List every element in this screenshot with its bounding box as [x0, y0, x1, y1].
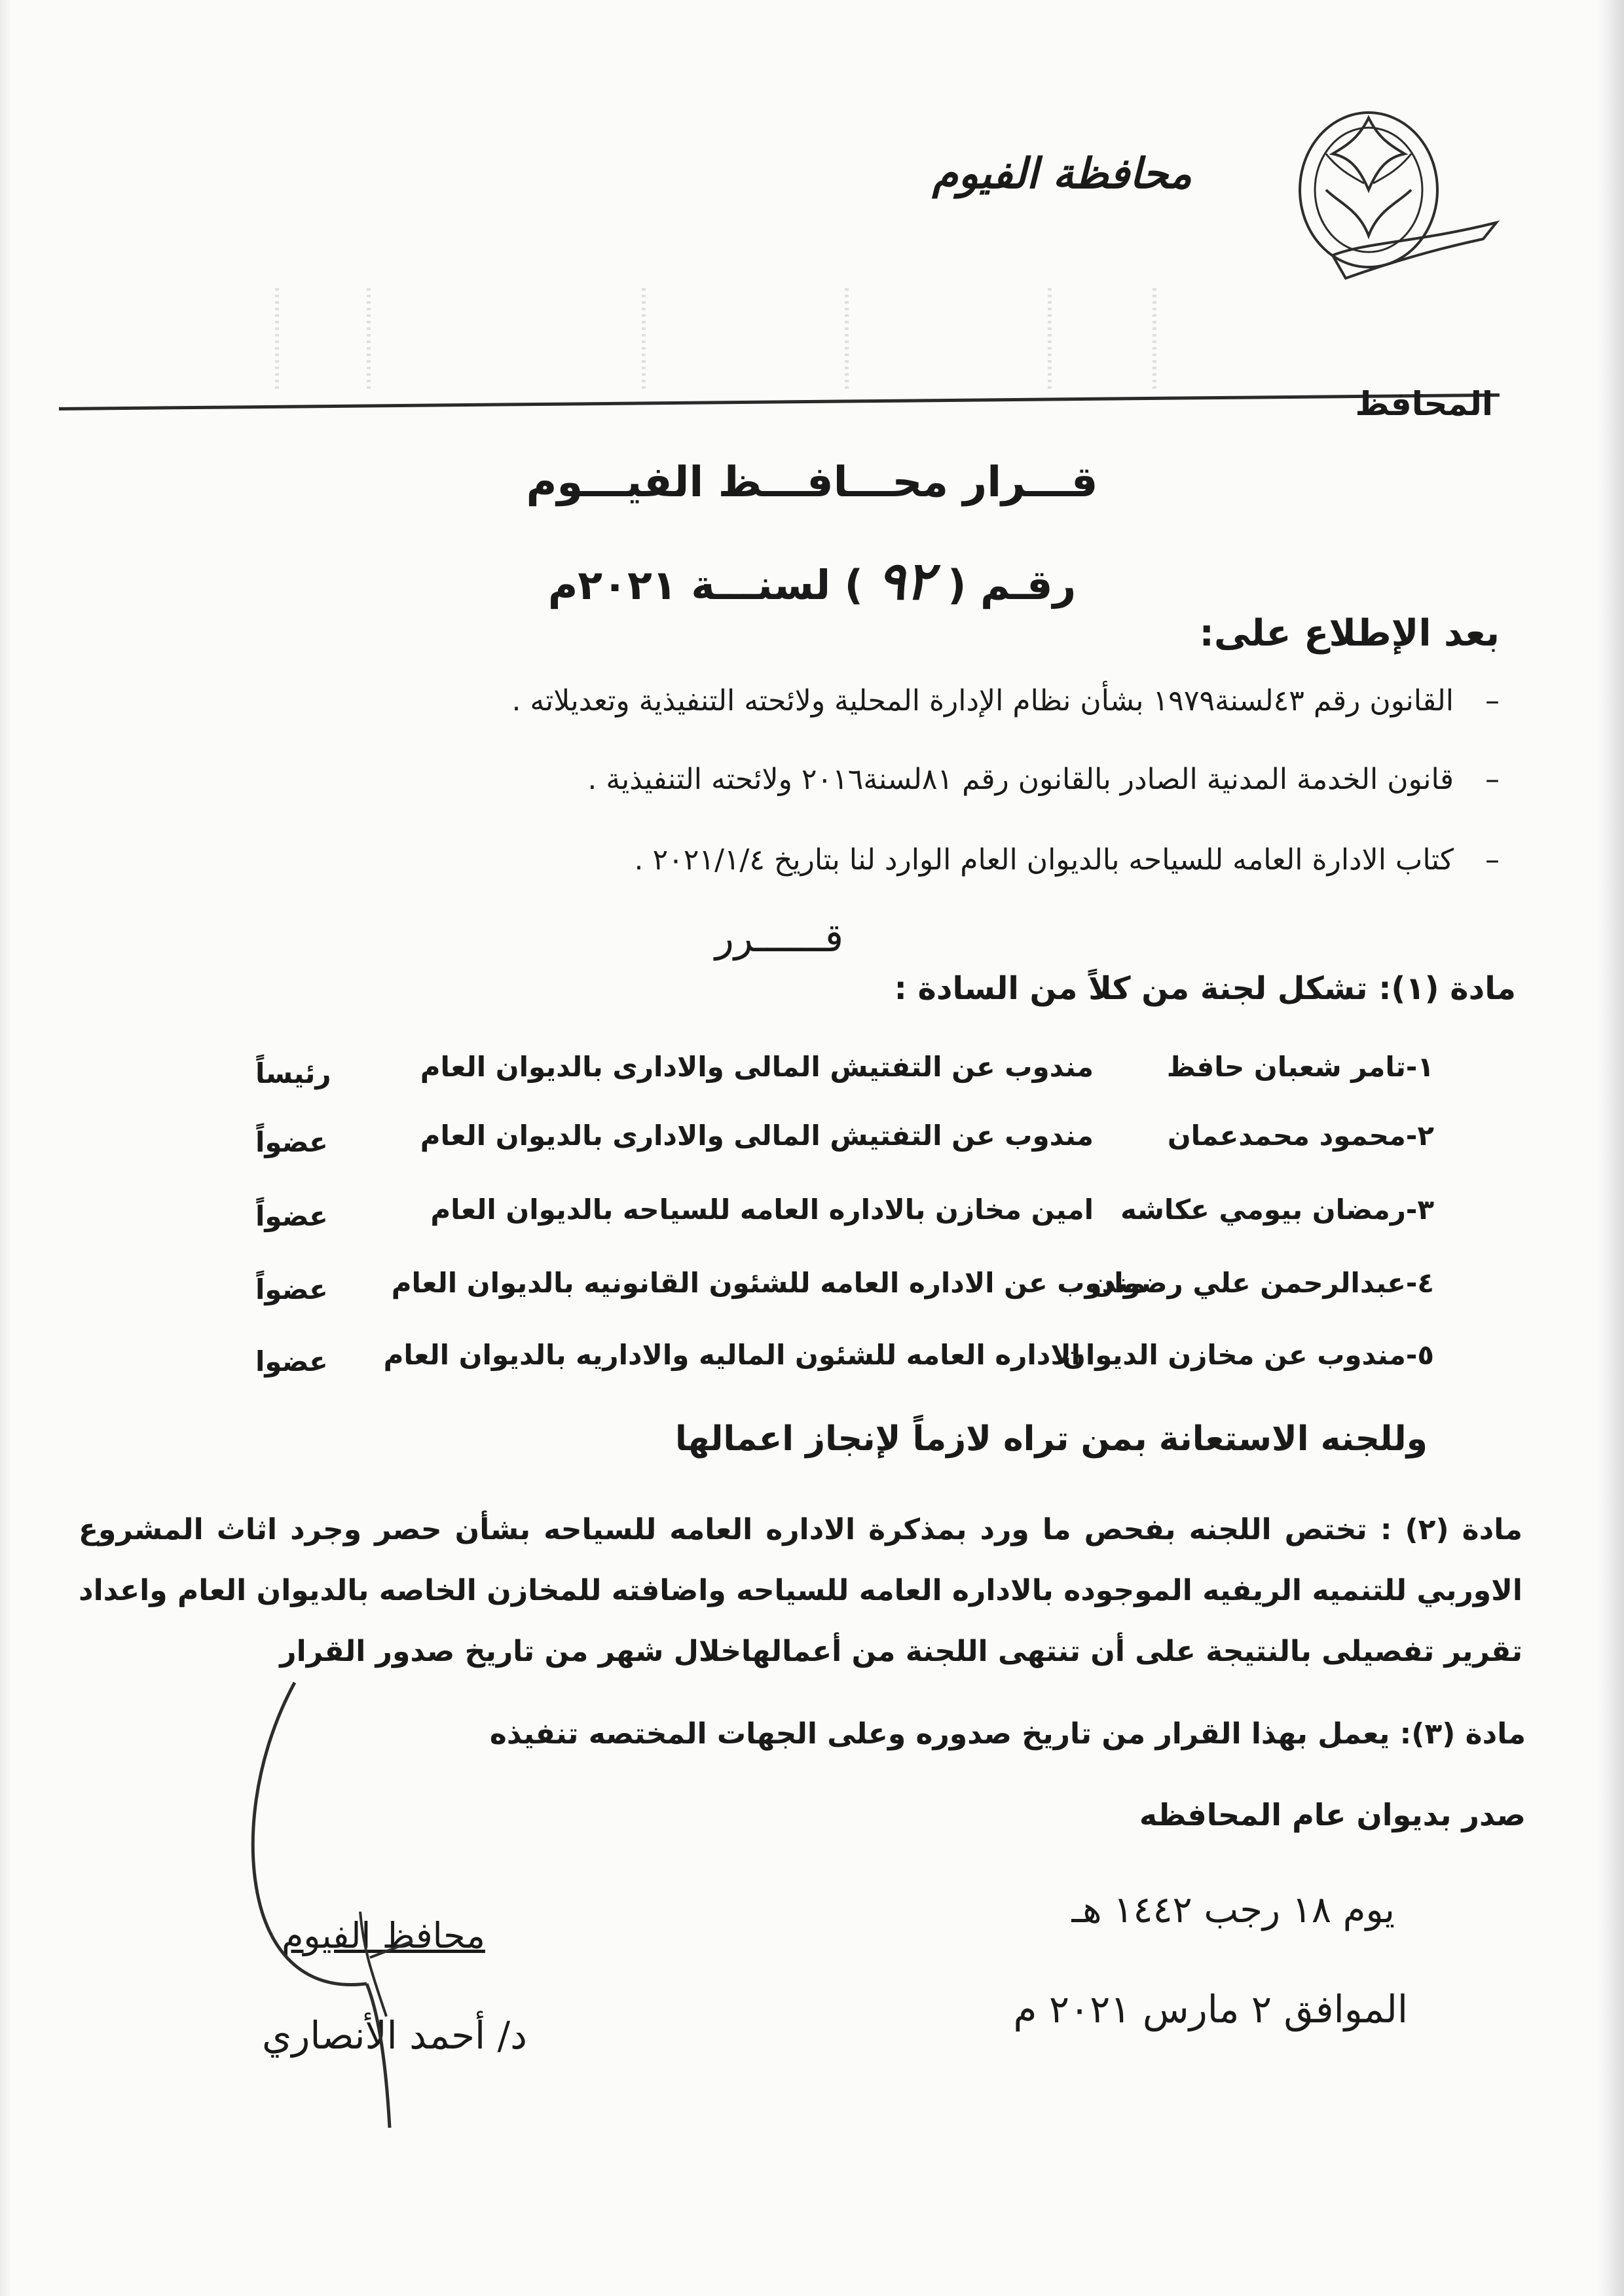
decided-heading: قــــــرر [714, 915, 844, 961]
member-name: ٥-مندوب عن مخازن الديوان [1062, 1339, 1434, 1371]
reference-text: القانون رقم ٤٣لسنة١٩٧٩ بشأن نظام الإدارة المحلية ولائحته التنفيذية وتعديلاته . [511, 684, 1454, 718]
committee-assistance-note: وللجنه الاستعانة بمن تراه لازماً لإنجاز اعمالها [674, 1419, 1428, 1459]
article-1-heading: مادة (١): تشكل لجنة من كلاً من السادة : [894, 970, 1516, 1007]
member-role: الاداره العامه للشئون الماليه والاداريه بالديوان العام [383, 1339, 1080, 1371]
member-position: عضوا [255, 1345, 328, 1377]
member-row [236, 1120, 1434, 1178]
scan-noise [845, 288, 849, 393]
governorate-name: محافظة الفيوم [932, 149, 1192, 198]
intro-heading: بعد الإطلاع على: [1199, 612, 1500, 655]
member-role: مندوب عن التفتيش المالى والادارى بالديوان العام [420, 1120, 1094, 1152]
member-name: ١-تامر شعبان حافظ [1166, 1051, 1434, 1083]
member-position: رئيساً [255, 1057, 331, 1089]
scan-noise [642, 288, 646, 393]
member-name: ٤-عبدالرحمن علي رضوان [1090, 1267, 1434, 1299]
scan-noise [1153, 288, 1156, 393]
member-row [236, 1267, 1434, 1326]
scan-noise [275, 288, 279, 393]
hijri-date: يوم ١٨ رجب ١٤٤٢ هـ [1071, 1889, 1395, 1931]
member-row [236, 1051, 1434, 1110]
decision-number: ٩٢ [877, 550, 934, 611]
signatory-name: د/ أحمد الأنصاري [262, 2013, 527, 2058]
governorate-seal-icon [1287, 92, 1503, 288]
member-name: ٣-رمضان بيومي عكاشه [1120, 1194, 1434, 1226]
decision-number-suffix: ) لسنـــة ٢٠٢١م [547, 561, 864, 609]
header-divider [59, 393, 1500, 410]
member-row [236, 1339, 1434, 1398]
article-3: مادة (٣): يعمل بهذا القرار من تاريخ صدوره وعلى الجهات المختصه تنفيذه [489, 1717, 1526, 1751]
reference-text: قانون الخدمة المدنية الصادر بالقانون رقم ٨١لسنة٢٠١٦ ولائحته التنفيذية . [587, 763, 1454, 796]
decision-title: قـــرار محـــافـــظ الفيـــوم [526, 458, 1098, 507]
reference-text: كتاب الادارة العامه للسياحه بالديوان العام الوارد لنا بتاريخ ٢٠٢١/١/٤ . [634, 843, 1454, 877]
scan-noise [367, 288, 371, 393]
scan-edge-right [1598, 0, 1624, 2296]
member-role: مندوب عن التفتيش المالى والادارى بالديوان العام [420, 1051, 1094, 1083]
scan-edge-left [0, 0, 12, 2296]
decision-number-line [0, 550, 1624, 611]
member-role: مندوب عن الاداره العامه للشئون القانونيه بالديوان العام [391, 1267, 1146, 1299]
member-position: عضواً [255, 1126, 328, 1158]
member-position: عضواً [255, 1200, 328, 1232]
signatory-title: محافظ الفيوم [282, 1915, 485, 1956]
reference-item: –القانون رقم ٤٣لسنة١٩٧٩ بشأن نظام الإدارة المحلية ولائحته التنفيذية وتعديلاته . [511, 684, 1500, 718]
reference-item: –كتاب الادارة العامه للسياحه بالديوان العام الوارد لنا بتاريخ ٢٠٢١/١/٤ . [634, 843, 1500, 877]
member-row [236, 1194, 1434, 1252]
article-2: مادة (٢) : تختص اللجنه بفحص ما ورد بمذكرة الاداره العامه للسياحه بشأن حصر وجرد اثاث المشروع الاوربي للتنميه الريفيه الموجوده بالاداره العامه للسياحه واضافته للمخازن الخاصه بالديوان العام واعداد تقرير تفصيلى بالنتيجة على أن تنتهى اللجنة من أعمالهاخلال شهر من تاريخ صدور القرار [79, 1513, 1522, 1668]
issued-at: صدر بديوان عام المحافظه [1139, 1797, 1526, 1832]
decision-number-prefix: رقـم ( [948, 561, 1077, 609]
governor-label: المحافظ [1355, 385, 1493, 423]
member-name: ٢-محمود محمدعمان [1167, 1120, 1434, 1152]
handwritten-signature-icon [216, 1676, 557, 2134]
scan-noise [1048, 288, 1052, 393]
gregorian-date: الموافق ٢ مارس ٢٠٢١ م [1013, 1987, 1408, 2032]
member-position: عضواً [255, 1273, 328, 1305]
reference-item: –قانون الخدمة المدنية الصادر بالقانون رقم ٨١لسنة٢٠١٦ ولائحته التنفيذية . [587, 763, 1500, 796]
member-role: امين مخازن بالاداره العامه للسياحه بالديوان العام [430, 1194, 1094, 1226]
